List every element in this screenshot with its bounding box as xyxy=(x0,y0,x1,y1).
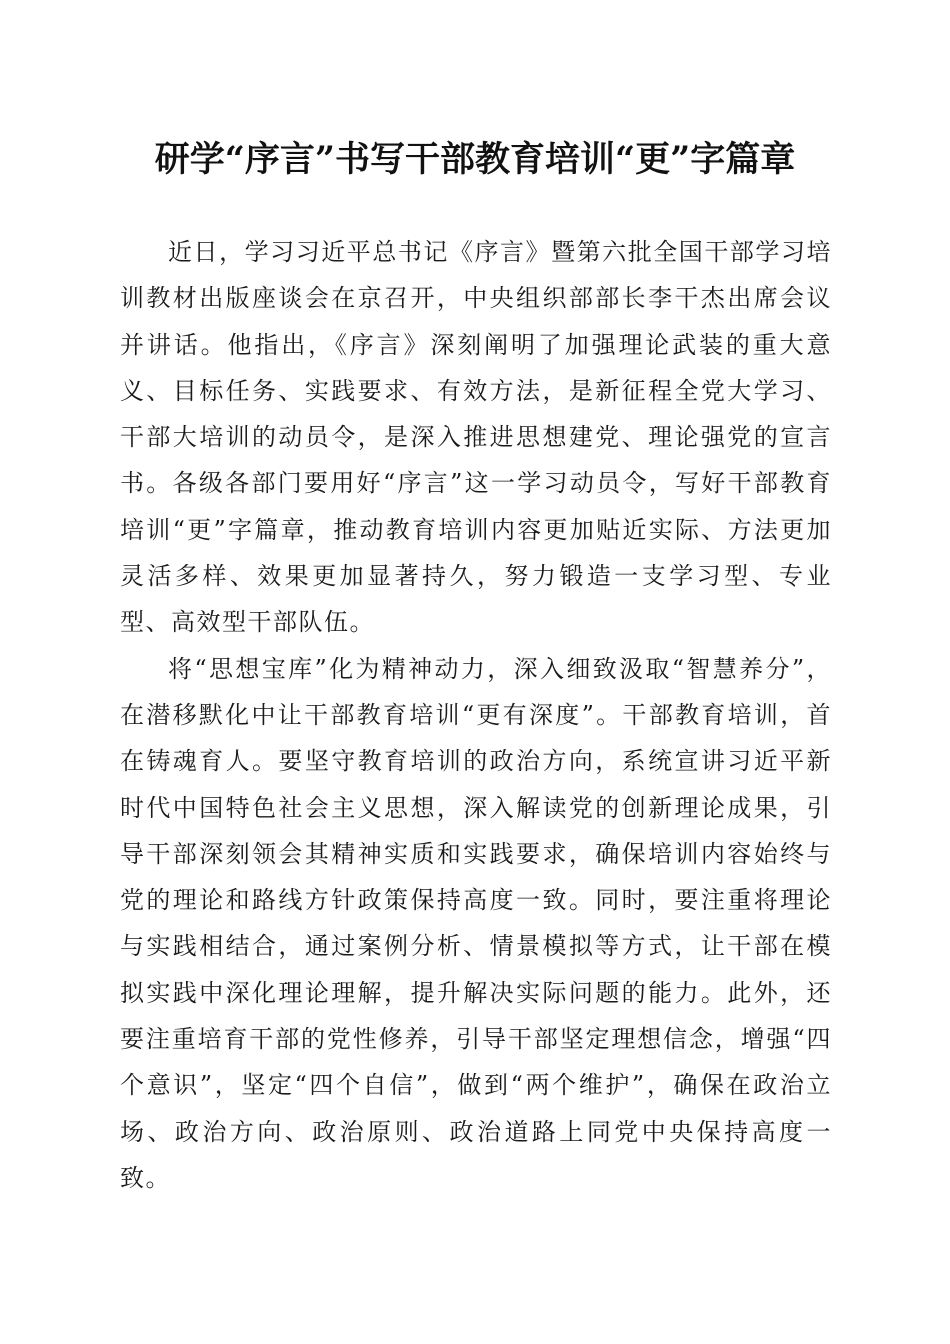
document-body xyxy=(120,229,832,1201)
paragraph-2: 将“思想宝库”化为精神动力，深入细致汲取“智慧养分”，在潜移默化中让干部教育培训“更有深度”。干部教育培训，首在铸魂育人。要坚守教育培训的政治方向，系统宣讲习近平新时代中国特色社会主义思想，深入解读党的创新理论成果，引导干部深刻领会其精神实质和实践要求，确保培训内容始终与党的理论和路线方针政策保持高度一致。同时，要注重将理论与实践相结合，通过案例分析、情景模拟等方式，让干部在模拟实践中深化理论理解，提升解决实际问题的能力。此外，还要注重培育干部的党性修养，引导干部坚定理想信念，增强“四个意识”，坚定“四个自信”，做到“两个维护”，确保在政治立场、政治方向、政治原则、政治道路上同党中央保持高度一致。 xyxy=(120,654,832,1192)
paragraph-1: 近日，学习习近平总书记《序言》暨第六批全国干部学习培训教材出版座谈会在京召开，中央组织部部长李干杰出席会议并讲话。他指出，《序言》深刻阐明了加强理论武装的重大意义、目标任务、实践要求、有效方法，是新征程全党大学习、干部大培训的动员令，是深入推进思想建党、理论强党的宣言书。各级各部门要用好“序言”这一学习动员令，写好干部教育培训“更”字篇章，推动教育培训内容更加贴近实际、方法更加灵活多样、效果更加显著持久，努力锻造一支学习型、专业型、高效型干部队伍。 xyxy=(120,238,832,637)
document-title: 研学“序言”书写干部教育培训“更”字篇章 xyxy=(154,139,796,180)
